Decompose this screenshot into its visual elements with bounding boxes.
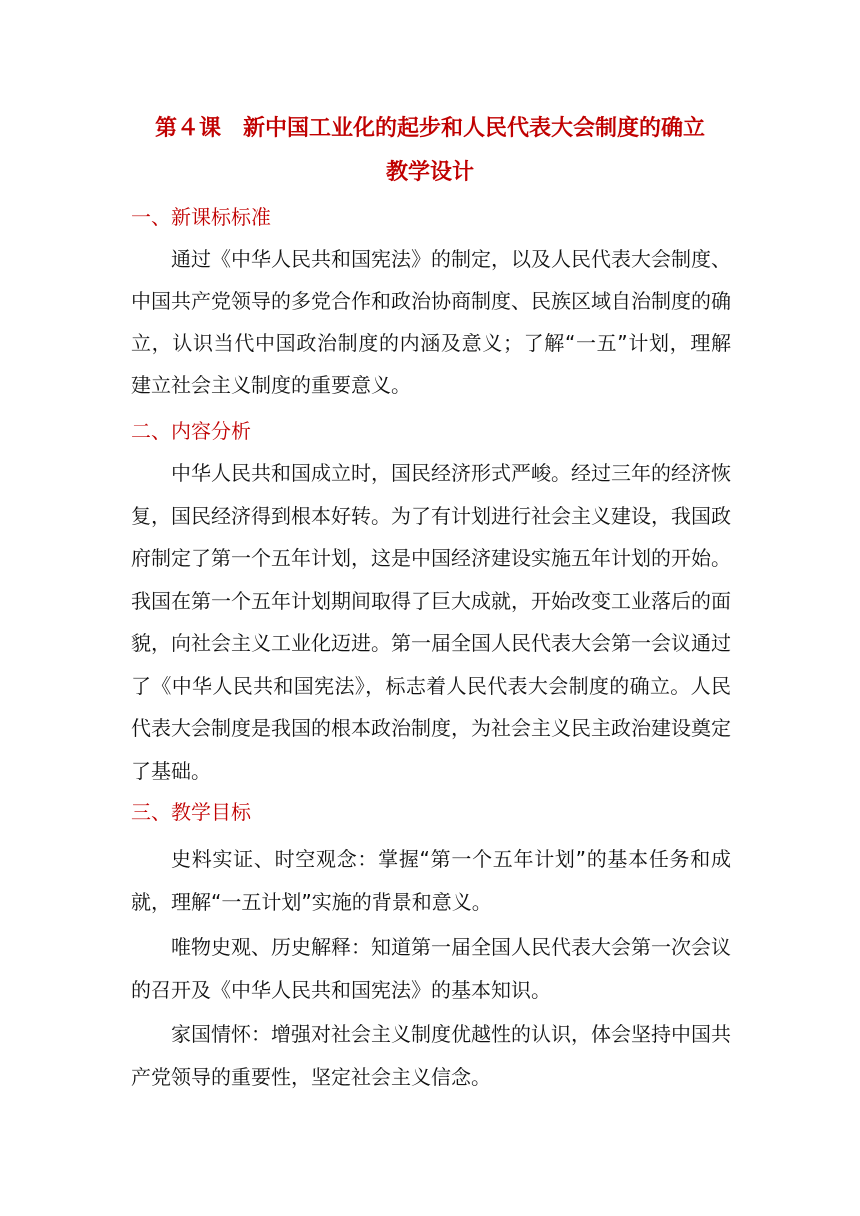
section-heading-content-analysis: 二、内容分析: [131, 419, 251, 443]
document-title: 第４课 新中国工业化的起步和人民代表大会制度的确立: [154, 116, 705, 141]
section-heading-standards: 一、新课标标准: [131, 205, 271, 229]
paragraph-content-analysis: 中华人民共和国成立时，国民经济形式严峻。经过三年的经济恢复，国民经济得到根本好转。为了有计划进行社会主义建设，我国政府制定了第一个五年计划，这是中国经济建设实施五年计划的开始。我国在第一个五年计划期间取得了巨大成就，开始改变工业落后的面貌，向社会主义工业化迈进。第一届全国人民代表大会第一会议通过了《中华人民共和国宪法》，标志着人民代表大会制度的确立。人民代表大会制度是我国的根本政治制度，为社会主义民主政治建设奠定了基础。: [131, 461, 731, 783]
section-heading-teaching-goals: 三、教学目标: [131, 800, 251, 824]
paragraph-goal-evidence: 史料实证、时空观念：掌握“第一个五年计划”的基本任务和成就，理解“一五计划”实施的背景和意义。: [131, 847, 731, 914]
paragraph-goal-materialism: 唯物史观、历史解释：知道第一届全国人民代表大会第一次会议的召开及《中华人民共和国宪法》的基本知识。: [131, 935, 731, 1002]
paragraph-standards: 通过《中华人民共和国宪法》的制定，以及人民代表大会制度、中国共产党领导的多党合作和政治协商制度、民族区域自治制度的确立，认识当代中国政治制度的内涵及意义；了解“一五”计划，理解建立社会主义制度的重要意义。: [131, 247, 731, 397]
document-subtitle: 教学设计: [385, 160, 474, 185]
paragraph-goal-patriotism: 家国情怀：增强对社会主义制度优越性的认识，体会坚持中国共产党领导的重要性，坚定社会主义信念。: [131, 1022, 731, 1089]
